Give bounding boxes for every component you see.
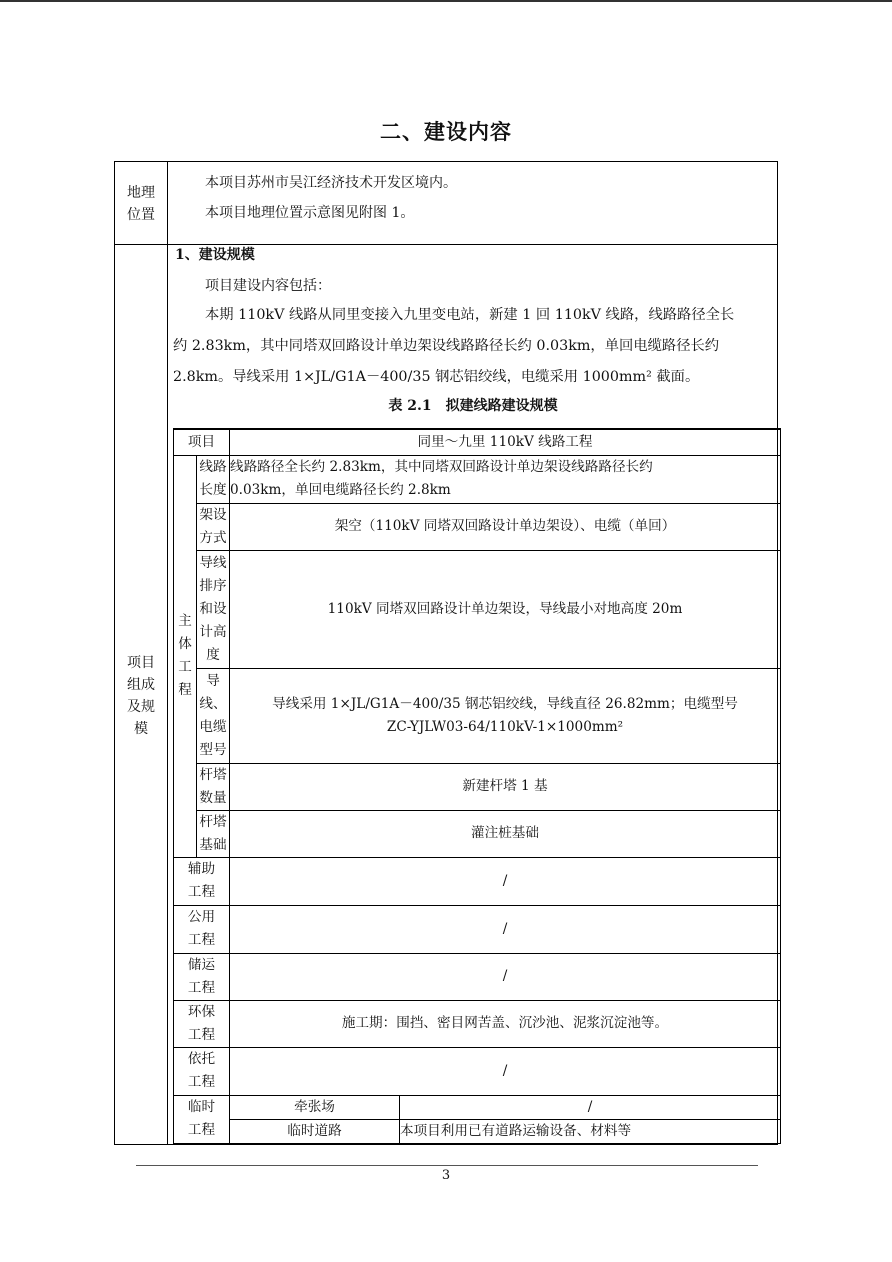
page-number: 3 (441, 1168, 451, 1183)
location-label: 地理 位置 (127, 185, 155, 223)
row-value: 线路路径全长约 2.83km，其中同塔双回路设计单边架设线路路径长约 0.03km，单回电缆路径长约 2.8km (230, 455, 781, 503)
temp-item-value: / (400, 1095, 781, 1119)
row-value: / (230, 1047, 781, 1095)
temp-item-name: 临时道路 (230, 1119, 400, 1143)
scale-paragraph: 本期 110kV 线路从同里变接入九里变电站，新建 1 回 110kV 线路，线路路径全长 约 2.83km，其中同塔双回路设计单边架设线路路径长约 0.03km，单回电缆路径长约 2.8km。导线采用 1×JL/G1A－400/35 钢芯铝绞线，电缆采用 1000mm² 截面。 (173, 307, 735, 385)
row-label: 依托 工程 (174, 1047, 230, 1095)
construction-scale-table (173, 428, 781, 1144)
row-label: 储运 工程 (174, 953, 230, 1000)
table-row (174, 763, 781, 810)
table-row (174, 810, 781, 857)
table-row (174, 503, 781, 550)
location-line-2: 本项目地理位置示意图见附图 1。 (205, 205, 415, 221)
footer-rule (136, 1165, 758, 1166)
page-title: 二、建设内容 (380, 120, 512, 144)
row-label: 环保 工程 (174, 1000, 230, 1047)
table-row (174, 1000, 781, 1047)
row-label: 杆塔 数量 (197, 763, 230, 810)
row-label: 线路 长度 (197, 455, 230, 503)
main-works-label: 主 体 工 程 (174, 455, 197, 857)
row-label: 辅助 工程 (174, 857, 230, 905)
row-value: / (230, 953, 781, 1000)
table-row (174, 905, 781, 953)
row-label: 杆塔 基础 (197, 810, 230, 857)
header-project: 同里～九里 110kV 线路工程 (230, 429, 781, 455)
intro-line: 项目建设内容包括： (205, 278, 331, 294)
row-value: / (230, 857, 781, 905)
row-value: 灌注桩基础 (230, 810, 781, 857)
temp-works-label: 临时 工程 (174, 1095, 230, 1143)
table-row (174, 668, 781, 763)
table-row (174, 455, 781, 503)
row-label: 公用 工程 (174, 905, 230, 953)
row-value: 导线采用 1×JL/G1A－400/35 钢芯铝绞线，导线直径 26.82mm；电缆型号 ZC-YJLW03-64/110kV-1×1000mm² (230, 668, 781, 763)
row-label: 导 线、 电缆 型号 (197, 668, 230, 763)
label-column-divider (167, 162, 168, 1144)
row-value: 110kV 同塔双回路设计单边架设，导线最小对地高度 20m (230, 550, 781, 668)
table-row (174, 550, 781, 668)
table-header-row (174, 429, 781, 455)
top-rule (0, 0, 892, 2)
header-item: 项目 (174, 429, 230, 455)
table-row (174, 1095, 781, 1119)
composition-label: 项目 组成 及规 模 (127, 655, 155, 737)
row-value: 施工期：围挡、密目网苦盖、沉沙池、泥浆沉淀池等。 (230, 1000, 781, 1047)
table-title: 表 2.1 拟建线路建设规模 (388, 398, 558, 414)
location-line-1: 本项目苏州市吴江经济技术开发区境内。 (205, 175, 457, 191)
temp-item-value: 本项目利用已有道路运输设备、材料等 (400, 1119, 781, 1143)
content-frame (114, 161, 778, 1145)
row-label: 导线 排序 和设 计高 度 (197, 550, 230, 668)
row-value: / (230, 905, 781, 953)
section-heading: 1、建设规模 (175, 247, 255, 263)
temp-item-name: 牵张场 (230, 1095, 400, 1119)
row-value: 新建杆塔 1 基 (230, 763, 781, 810)
table-row (174, 953, 781, 1000)
table-row (174, 1119, 781, 1143)
row-label: 架设 方式 (197, 503, 230, 550)
table-row (174, 857, 781, 905)
table-row (174, 1047, 781, 1095)
row-value: 架空（110kV 同塔双回路设计单边架设）、电缆（单回） (230, 503, 781, 550)
